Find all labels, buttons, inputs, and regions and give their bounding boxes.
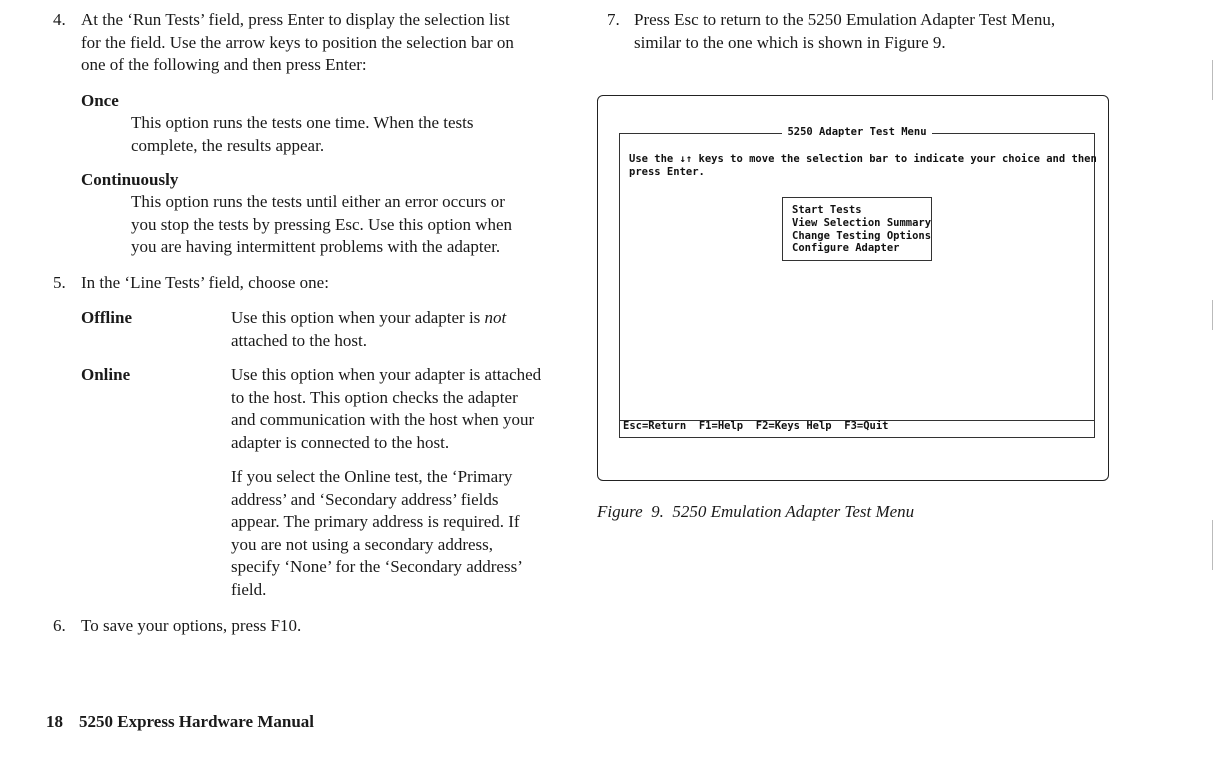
instruction-line: press Enter. — [629, 165, 705, 178]
online-p2-line: you are not using a secondary address, — [231, 534, 494, 554]
online-line: and communication with the host when your — [231, 410, 535, 430]
online-p2-line: address’ and ‘Secondary address’ fields — [231, 489, 499, 509]
online-line: adapter is connected to the host. — [231, 432, 450, 452]
online-line: to the host. This option checks the adapter — [231, 387, 518, 407]
step-4-number: 4. — [53, 10, 66, 29]
online-p2-line: appear. The primary address is required. If — [231, 512, 520, 532]
online-p2-line: specify ‘None’ for the ‘Secondary address’ — [231, 557, 523, 577]
menu-item-view-selection-summary[interactable]: View Selection Summary — [792, 216, 932, 229]
online-secondary-paragraph — [231, 466, 523, 602]
term-continuously: Continuously — [81, 170, 179, 189]
step-5-text: In the ‘Line Tests’ field, choose one: — [81, 273, 329, 292]
figure-caption: Figure 9. 5250 Emulation Adapter Test Menu — [597, 502, 915, 521]
online-p2-line: field. — [231, 579, 267, 599]
once-line: This option runs the tests one time. When the tests — [131, 113, 474, 132]
scan-edge-mark — [1212, 300, 1213, 330]
menu-item-change-testing-options[interactable]: Change Testing Options — [792, 229, 932, 242]
scan-edge-mark — [1212, 520, 1213, 570]
step-4-line: At the ‘Run Tests’ field, press Enter to display the selection list — [81, 10, 510, 29]
selection-menu — [782, 197, 932, 261]
page-number: 18 — [46, 712, 63, 731]
online-line: Use this option when your adapter is attached — [231, 365, 542, 384]
continuously-description — [131, 191, 512, 259]
offline-line: attached to the host. — [231, 330, 367, 350]
menu-item-configure-adapter[interactable]: Configure Adapter — [792, 242, 900, 255]
instruction-line: Use the ↓↑ keys to move the selection bar to indicate your choice and then — [629, 153, 1097, 165]
step-4-line: one of the following and then press Enter: — [81, 55, 367, 75]
screen-title-bar — [619, 126, 1095, 140]
step-5-number: 5. — [53, 273, 66, 292]
manual-title: 5250 Express Hardware Manual — [79, 712, 315, 731]
continuously-line: you are having intermittent problems with the adapter. — [131, 237, 501, 257]
scan-edge-mark — [1212, 60, 1213, 100]
once-description — [131, 112, 473, 157]
offline-line1-text: Use this option when your adapter is — [231, 308, 485, 327]
menu-item-start-tests[interactable]: Start Tests — [792, 204, 862, 216]
step-7-number: 7. — [607, 10, 620, 29]
step-6-number: 6. — [53, 616, 66, 635]
function-keys: Esc=Return F1=Help F2=Keys Help F3=Quit — [623, 420, 889, 432]
term-online: Online — [81, 365, 131, 384]
page-footer — [46, 711, 314, 734]
step-7-text — [634, 9, 1055, 54]
offline-line — [231, 307, 506, 330]
terminal-screen — [619, 133, 1095, 438]
step-7-line: Press Esc to return to the 5250 Emulation Adapter Test Menu, — [634, 10, 1056, 29]
step-6-text: To save your options, press F10. — [81, 616, 302, 635]
screen-title: 5250 Adapter Test Menu — [782, 126, 931, 139]
step-7-line: similar to the one which is shown in Figure 9. — [634, 32, 946, 52]
term-once: Once — [81, 91, 119, 110]
continuously-line: you stop the tests by pressing Esc. Use this option when — [131, 214, 513, 234]
offline-emphasis: not — [484, 308, 507, 327]
continuously-line: This option runs the tests until either an error occurs or — [131, 192, 505, 211]
online-p2-line: If you select the Online test, the ‘Primary — [231, 467, 513, 486]
once-line: complete, the results appear. — [131, 135, 325, 155]
term-offline: Offline — [81, 308, 132, 327]
step-4-line: for the field. Use the arrow keys to position the selection bar on — [81, 32, 514, 52]
screen-instructions — [629, 153, 1097, 179]
online-description — [231, 364, 541, 454]
offline-description — [231, 307, 506, 352]
step-4-text — [81, 9, 581, 77]
